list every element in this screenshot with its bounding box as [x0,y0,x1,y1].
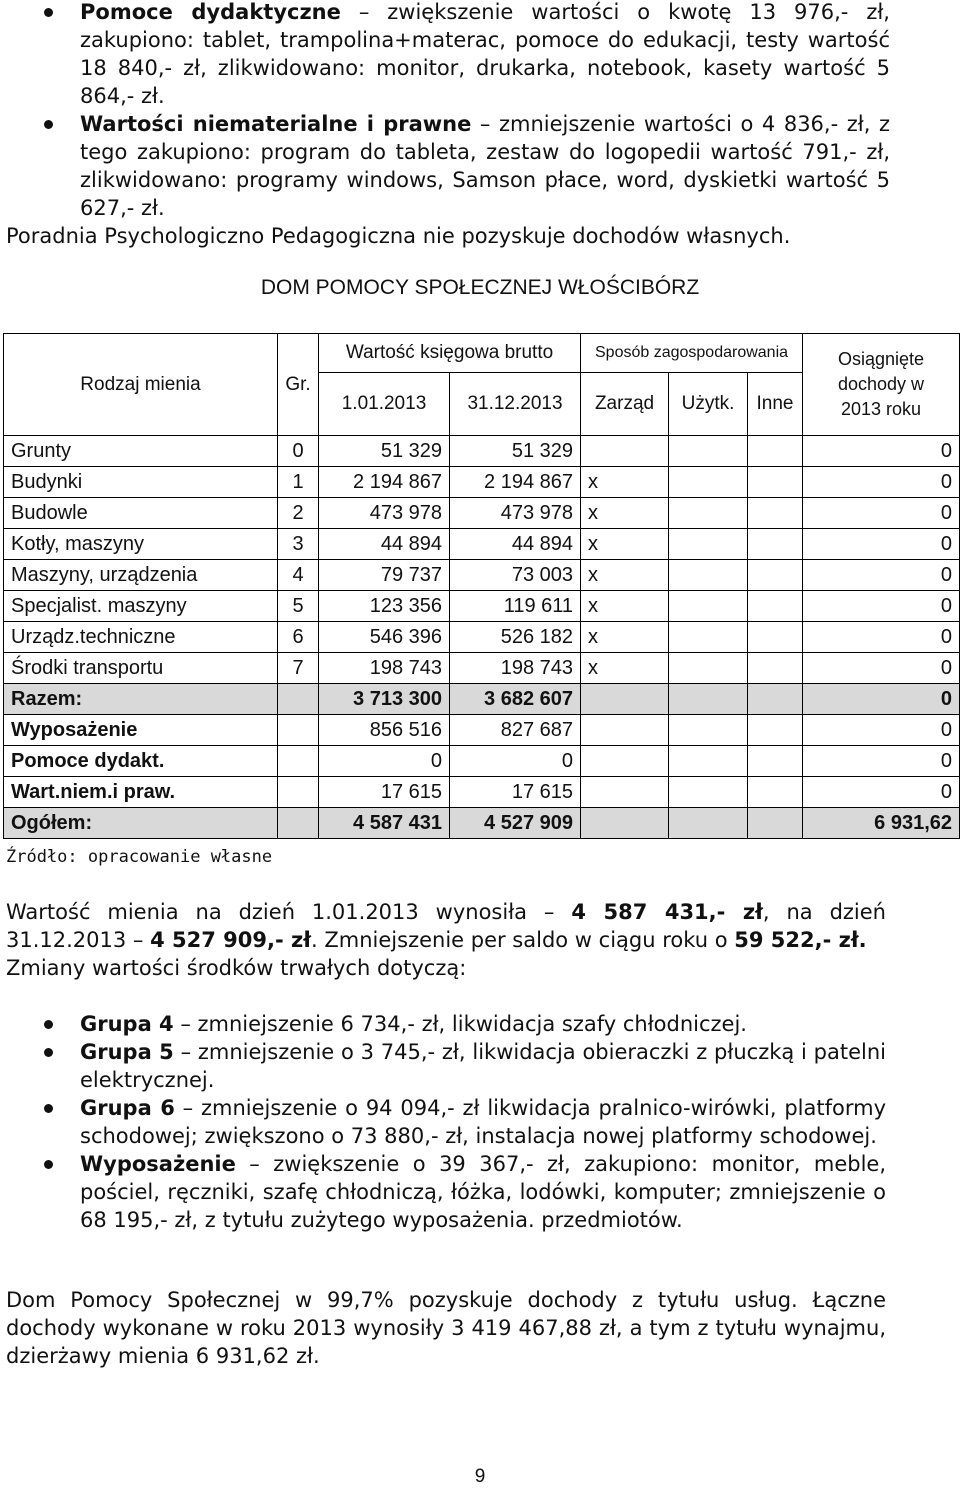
row-name: Razem: [4,684,278,715]
assets-table [3,333,960,839]
row-income: 6 931,62 [803,808,960,839]
header-wartosc: Wartość księgowa brutto [319,334,581,373]
header-osiagniete: Osiągnięte dochody w 2013 roku [803,334,960,436]
row-name: Grunty [4,436,278,467]
row-zarzad [581,808,669,839]
bullet-bold-label: Wyposażenie [80,1152,236,1176]
header-zarzad: Zarząd [581,373,669,436]
row-uzytk [669,436,748,467]
table-row [4,653,960,684]
bullet-grupa-6 [0,1094,886,1150]
row-value-end: 73 003 [450,560,581,591]
row-inne [748,529,803,560]
row-name: Budynki [4,467,278,498]
row-group: 1 [278,467,319,498]
table-row-razem [4,684,960,715]
row-uzytk [669,746,748,777]
table-row [4,436,960,467]
table-row-ogolem [4,808,960,839]
header-sposob: Sposób zagospodarowania [581,334,803,373]
row-value-start: 51 329 [319,436,450,467]
row-zarzad: x [581,529,669,560]
row-value-start: 17 615 [319,777,450,808]
row-zarzad: x [581,498,669,529]
summary-value-2: 4 527 909,- zł [150,928,312,952]
row-value-start: 2 194 867 [319,467,450,498]
row-inne [748,560,803,591]
row-uzytk [669,560,748,591]
row-income: 0 [803,467,960,498]
row-income: 0 [803,591,960,622]
row-group: 5 [278,591,319,622]
row-uzytk [669,498,748,529]
row-inne [748,777,803,808]
row-value-end: 44 894 [450,529,581,560]
row-income: 0 [803,653,960,684]
row-value-end: 119 611 [450,591,581,622]
page-number: 9 [474,1466,486,1487]
row-inne [748,746,803,777]
row-income: 0 [803,684,960,715]
row-group: 0 [278,436,319,467]
row-name: Urządz.techniczne [4,622,278,653]
row-value-end: 0 [450,746,581,777]
row-income: 0 [803,622,960,653]
top-bullets [0,0,890,250]
row-value-start: 3 713 300 [319,684,450,715]
row-uzytk [669,808,748,839]
row-value-start: 473 978 [319,498,450,529]
row-uzytk [669,715,748,746]
row-value-start: 546 396 [319,622,450,653]
row-zarzad: x [581,622,669,653]
row-name: Budowle [4,498,278,529]
row-income: 0 [803,436,960,467]
table-row [4,746,960,777]
row-value-start: 79 737 [319,560,450,591]
row-income: 0 [803,777,960,808]
table-row [4,560,960,591]
row-uzytk [669,684,748,715]
bullet-bold-label: Grupa 5 [80,1040,174,1064]
row-value-end: 526 182 [450,622,581,653]
header-rodzaj: Rodzaj mienia [4,334,278,436]
row-uzytk [669,529,748,560]
row-value-end: 3 682 607 [450,684,581,715]
row-inne [748,591,803,622]
row-group-empty [278,746,319,777]
header-gr: Gr. [278,334,319,436]
row-zarzad: x [581,467,669,498]
bullet-bold-label: Grupa 4 [80,1012,174,1036]
header-uzytk: Użytk. [669,373,748,436]
source-note: Źródło: opracowanie własne [6,847,273,867]
closing-paragraph: Dom Pomocy Społecznej w 99,7% pozyskuje dochody z tytułu usług. Łączne dochody wykonane w roku 2013 wynosiły 3 419 467,88 zł, a tym z tytułu wynajmu, dzierżawy mienia 6 931,62 zł. [6,1288,886,1368]
row-name: Pomoce dydakt. [4,746,278,777]
table-row [4,498,960,529]
table-header-row [4,334,960,373]
bullet-text: – zwiększenie wartości o kwotę 13 976,- zł, zakupiono: tablet, trampolina+materac, pomoce do edukacji, testy wartość 18 840,- zł, zlikwidowano: monitor, drukarka, notebook, kasety wartość 5 864,- zł. [80,0,890,108]
row-value-end: 827 687 [450,715,581,746]
bullet-bold-label: Wartości niematerialne i prawne [80,112,472,136]
row-group-empty [278,684,319,715]
table-row [4,591,960,622]
row-income: 0 [803,746,960,777]
row-uzytk [669,653,748,684]
summary-value-1: 4 587 431,- zł [571,900,763,924]
row-group: 6 [278,622,319,653]
bullet-pomoce-dydaktyczne [0,0,890,110]
row-value-start: 4 587 431 [319,808,450,839]
row-value-start: 123 356 [319,591,450,622]
bullet-wyposazenie [0,1150,886,1234]
bullet-grupa-4 [0,1010,886,1038]
row-inne [748,498,803,529]
row-zarzad [581,684,669,715]
row-inne [748,653,803,684]
row-inne [748,622,803,653]
row-group-empty [278,777,319,808]
row-group-empty [278,808,319,839]
summary-text-3: . Zmniejszenie per saldo w ciągu roku o [311,928,735,952]
changes-intro: Zmiany wartości środków trwałych dotyczą: [6,956,467,980]
row-uzytk [669,591,748,622]
row-name: Wyposażenie [4,715,278,746]
summary-text-1: Wartość mienia na dzień 1.01.2013 wynosiła – [6,900,572,924]
bullet-grupa-5 [0,1038,886,1094]
row-value-end: 51 329 [450,436,581,467]
change-bullets [0,1010,886,1234]
bullet-text: – zmniejszenie o 3 745,- zł, likwidacja obieraczki z płuczką i patelni elektrycznej. [80,1040,887,1092]
row-income: 0 [803,529,960,560]
table-row [4,467,960,498]
row-inne [748,808,803,839]
bullet-text: – zmniejszenie 6 734,- zł, likwidacja szafy chłodniczej. [173,1012,747,1036]
row-value-start: 856 516 [319,715,450,746]
row-zarzad [581,715,669,746]
row-value-start: 44 894 [319,529,450,560]
row-inne [748,467,803,498]
bullet-text: – zwiększenie o 39 367,- zł, zakupiono: monitor, meble, pościel, ręczniki, szafę chłodniczą, łóżka, lodówki, komputer; zmniejszenie o 68 195,- zł, z tytułu zużytego wyposażenia. przedmiotów. [80,1152,886,1232]
summary-text-2: , na dzień 31.12.2013 – [6,900,886,952]
bullet-bold-label: Grupa 6 [80,1096,175,1120]
row-zarzad [581,746,669,777]
row-group-empty [278,715,319,746]
table-row [4,777,960,808]
row-name: Ogółem: [4,808,278,839]
bullet-text: – zmniejszenie o 94 094,- zł likwidacja pralnico-wirówki, platformy schodowej; zwiększono o 73 880,- zł, instalacja nowej platformy schodowej. [80,1096,886,1148]
row-uzytk [669,777,748,808]
row-value-end: 17 615 [450,777,581,808]
row-group: 2 [278,498,319,529]
row-uzytk [669,622,748,653]
bullet-wartosci-niematerialne [0,110,890,222]
row-zarzad: x [581,653,669,684]
row-zarzad [581,777,669,808]
row-inne [748,684,803,715]
row-name: Środki transportu [4,653,278,684]
row-group: 7 [278,653,319,684]
table-row [4,529,960,560]
poradnia-note: Poradnia Psychologiczno Pedagogiczna nie pozyskuje dochodów własnych. [6,224,791,248]
row-value-end: 198 743 [450,653,581,684]
summary-block [6,898,886,982]
header-inne: Inne [748,373,803,436]
value-summary [6,898,886,954]
row-value-start: 0 [319,746,450,777]
bullet-bold-label: Pomoce dydaktyczne [80,0,341,24]
row-income: 0 [803,715,960,746]
row-inne [748,436,803,467]
row-inne [748,715,803,746]
row-value-start: 198 743 [319,653,450,684]
row-zarzad: x [581,560,669,591]
summary-value-3: 59 522,- zł. [734,928,867,952]
row-name: Specjalist. maszyny [4,591,278,622]
table-row [4,715,960,746]
row-name: Kotły, maszyny [4,529,278,560]
row-income: 0 [803,560,960,591]
bullet-text: – zmniejszenie wartości o 4 836,- zł, z tego zakupiono: program do tableta, zestaw do logopedii wartość 791,- zł, zlikwidowano: programy windows, Samson płace, word, dyskietki wartość 5 627,- zł. [80,112,890,220]
section-title: DOM POMOCY SPOŁECZNEJ WŁOŚCIBÓRZ [260,276,700,299]
row-name: Maszyny, urządzenia [4,560,278,591]
row-zarzad: x [581,591,669,622]
table-row [4,622,960,653]
row-group: 3 [278,529,319,560]
row-income: 0 [803,498,960,529]
table-body [4,436,960,839]
row-zarzad [581,436,669,467]
row-uzytk [669,467,748,498]
header-date-end: 31.12.2013 [450,373,581,436]
row-value-end: 4 527 909 [450,808,581,839]
row-value-end: 473 978 [450,498,581,529]
row-group: 4 [278,560,319,591]
header-date-start: 1.01.2013 [319,373,450,436]
row-name: Wart.niem.i praw. [4,777,278,808]
row-value-end: 2 194 867 [450,467,581,498]
